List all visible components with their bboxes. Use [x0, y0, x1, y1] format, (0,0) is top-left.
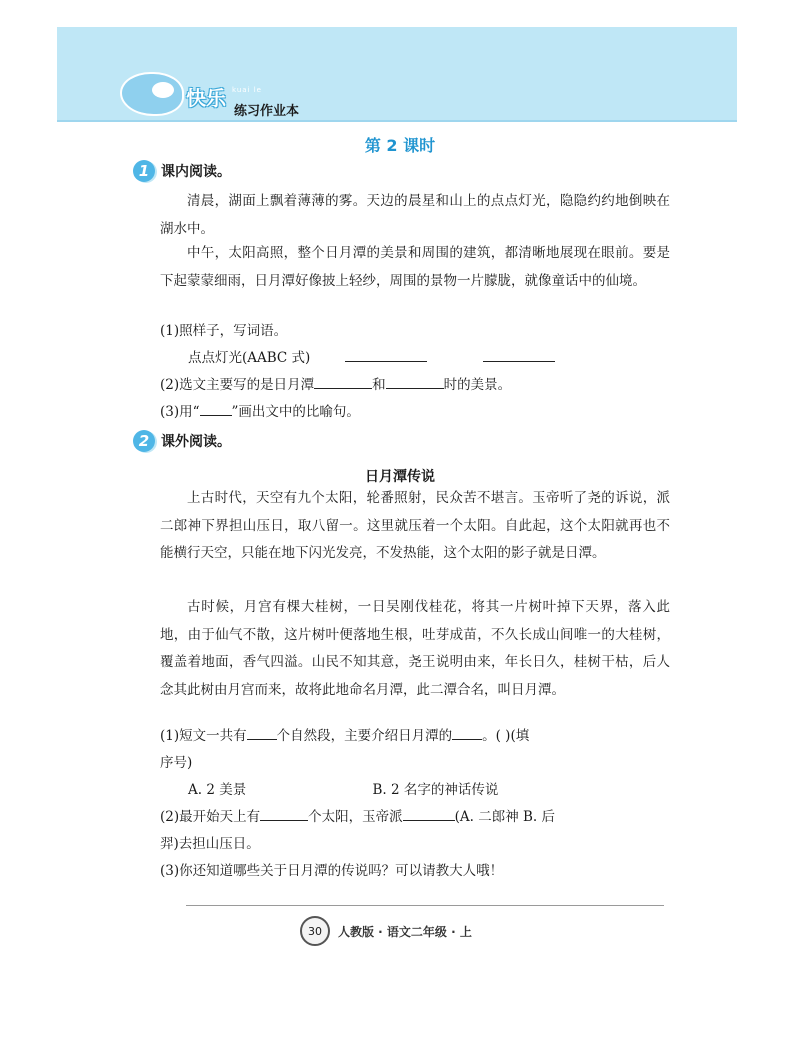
answer-blank[interactable] — [483, 349, 555, 362]
section-number-badge: 2 — [133, 430, 155, 452]
section-number-badge: 1 — [133, 160, 155, 182]
page-number: 30 — [300, 916, 330, 946]
options — [188, 777, 498, 804]
question-3 — [160, 399, 360, 426]
question-3: (3)你还知道哪些关于日月潭的传说吗？可以请教大人哦！ — [160, 863, 504, 879]
question-text: 。( )(填 — [482, 728, 530, 744]
question-text: (2)选文主要写的是日月潭 — [160, 377, 315, 393]
question-2-cont: 羿)去担山压日。 — [160, 836, 260, 852]
question-text: 时的美景。 — [443, 377, 512, 393]
footer-divider — [186, 905, 664, 906]
answer-blank[interactable] — [314, 376, 372, 389]
footer — [300, 918, 472, 944]
underline-sample — [200, 403, 232, 416]
answer-blank[interactable] — [403, 808, 455, 821]
question-text: 个太阳，玉帝派 — [308, 809, 403, 825]
question-text: (2)最开始天上有 — [160, 809, 261, 825]
section-label: 课外阅读。 — [161, 434, 231, 450]
paragraph: 清晨，湖面上飘着薄薄的雾。天边的晨星和山上的点点灯光，隐隐约约地倒映在湖水中。 — [160, 193, 670, 237]
section-label: 课内阅读。 — [161, 164, 231, 180]
question-text: (A. 二郎神 B. 后 — [454, 809, 556, 825]
paragraph: 中午，太阳高照，整个日月潭的美景和周围的建筑，都清晰地展现在眼前。要是下起蒙蒙细雨，日月潭好像披上轻纱，周围的景物一片朦胧，就像童话中的仙境。 — [160, 245, 670, 289]
paragraph: 上古时代，天空有九个太阳，轮番照射，民众苦不堪言。玉帝听了尧的诉说，派二郎神下界担山压日，取八留一。这里就压着一个太阳。自此起，这个太阳就再也不能横行天空，只能在地下闪光发亮，不发热能，这个太阳的影子就是日潭。 — [160, 490, 670, 561]
logo-subtitle: 练习作业本 — [234, 104, 300, 119]
logo — [120, 72, 380, 120]
question-2 — [160, 804, 555, 831]
option-b[interactable]: B. 2 名字的神话传说 — [372, 782, 499, 798]
lesson-title: 第 2 课时 — [364, 136, 436, 155]
edition-label: 人教版 · 语文二年级 · 上 — [338, 924, 472, 939]
answer-blank[interactable] — [247, 727, 277, 740]
question-1-example — [188, 345, 555, 372]
answer-blank[interactable] — [260, 808, 308, 821]
answer-blank[interactable] — [386, 376, 444, 389]
answer-blank[interactable] — [345, 349, 427, 362]
option-a[interactable]: A. 2 美景 — [188, 782, 247, 798]
example-text: 点点灯光(AABC 式) — [188, 350, 311, 366]
paragraph: 古时候，月宫有棵大桂树，一日吴刚伐桂花，将其一片树叶掉下天界，落入此地，由于仙气不散，这片树叶便落地生根，吐芽成苗，不久长成山间唯一的大桂树，覆盖着地面，香气四溢。山民不知其意，尧王说明由来，年长日久，桂树干枯，后人念其此树由月宫而来，故将此地命名月潭，此二潭合名，叫日月潭。 — [160, 599, 670, 698]
section-1-heading — [133, 159, 231, 183]
question-1: (1)照样子，写词语。 — [160, 323, 288, 339]
question-text: (1)短文一共有 — [160, 728, 247, 744]
question-1 — [160, 723, 529, 750]
question-2 — [160, 372, 511, 399]
question-1-cont: 序号) — [160, 755, 193, 771]
logo-pinyin: kuai le — [232, 86, 262, 94]
answer-blank[interactable] — [452, 727, 482, 740]
logo-main-text: 快乐 — [186, 86, 226, 110]
section-2-heading — [133, 429, 231, 453]
question-text: (3)用“ — [160, 404, 200, 420]
question-text: 和 — [372, 377, 386, 393]
story-title: 日月潭传说 — [365, 469, 435, 485]
question-text: ”画出文中的比喻句。 — [231, 404, 360, 420]
cloud-mascot-icon — [120, 72, 184, 116]
question-text: 个自然段，主要介绍日月潭的 — [276, 728, 453, 744]
